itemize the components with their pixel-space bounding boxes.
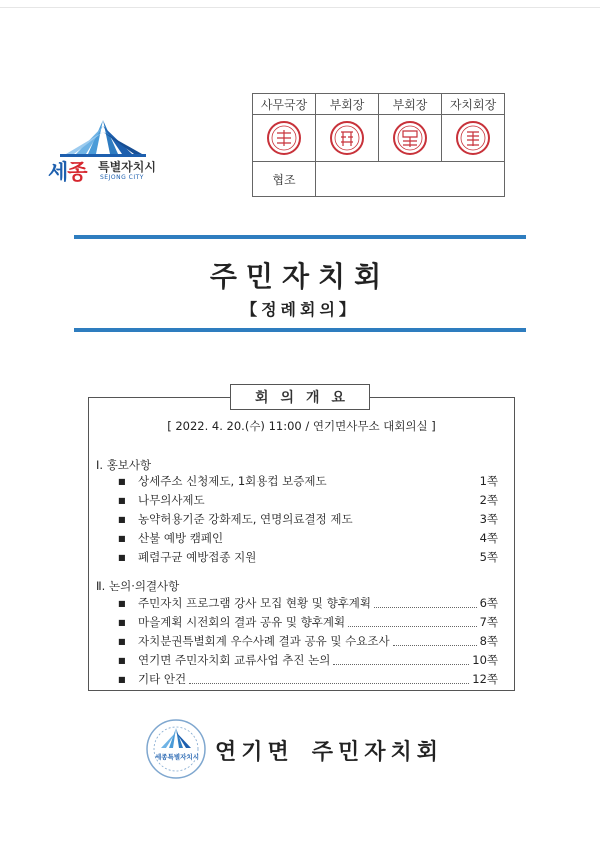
page-number: 7쪽 <box>479 615 498 629</box>
list-item: ■ 폐렴구균 예방접종 지원 5쪽 <box>118 550 498 564</box>
page-number: 5쪽 <box>479 550 498 564</box>
approval-coop-field <box>316 162 505 197</box>
title-top-rule <box>74 235 526 239</box>
page-number: 10쪽 <box>472 653 498 667</box>
document-subtitle: 【정례회의】 <box>241 300 359 319</box>
approval-seal-cell-2 <box>316 115 379 162</box>
footer-organization <box>215 735 443 766</box>
list-item: ■ 연기면 주민자치회 교류사업 추진 논의 10쪽 <box>118 653 498 667</box>
sejong-emblem-icon <box>58 118 148 160</box>
approval-coop-label: 협조 <box>253 162 316 197</box>
list-item: ■ 상세주소 신청제도, 1회용컵 보증제도 1쪽 <box>118 474 498 488</box>
logo-english: SEJONG CITY <box>100 174 144 181</box>
approval-seal-cell-3 <box>379 115 442 162</box>
approval-header-3: 부회장 <box>379 94 442 115</box>
page-number: 6쪽 <box>479 596 498 610</box>
page-number: 3쪽 <box>479 512 498 526</box>
sejong-seal-icon <box>145 718 207 780</box>
list-item: ■ 농약허용기준 강화제도, 연명의료결정 제도 3쪽 <box>118 512 498 526</box>
page-number: 1쪽 <box>479 474 498 488</box>
approval-seal-cell-4 <box>442 115 505 162</box>
section-title: Ⅰ. 홍보사항 <box>96 458 152 472</box>
footer-org-right: 주민자치회 <box>311 740 444 765</box>
list-item: ■ 주민자치 프로그램 강사 모집 현황 및 향후계획 6쪽 <box>118 596 498 610</box>
page-number: 4쪽 <box>479 531 498 545</box>
approval-table <box>252 93 505 197</box>
seal-stamp-icon <box>266 120 302 156</box>
top-edge-line <box>0 7 600 8</box>
footer-logo-text: 세종특별자치시 <box>155 753 199 761</box>
approval-header-2: 부회장 <box>316 94 379 115</box>
list-item: ■ 마을계획 시전회의 결과 공유 및 향후계획 7쪽 <box>118 615 498 629</box>
page-number: 12쪽 <box>472 672 498 686</box>
list-item: ■ 기타 안건 12쪽 <box>118 672 498 686</box>
seal-stamp-icon <box>455 120 491 156</box>
footer-org-left: 연기면 <box>215 740 294 765</box>
approval-seal-cell-1 <box>253 115 316 162</box>
footer-seal-logo <box>145 718 207 780</box>
page-number: 8쪽 <box>479 634 498 648</box>
approval-header-1: 사무국장 <box>253 94 316 115</box>
title-bottom-rule <box>74 328 526 332</box>
list-item: ■ 산불 예방 캠페인 4쪽 <box>118 531 498 545</box>
logo-subtitle: 특별자치시 <box>98 160 156 174</box>
logo-wordmark: 세종 <box>48 160 87 184</box>
document-title: 주민자치회 <box>209 260 391 293</box>
list-item: ■ 나무의사제도 2쪽 <box>118 493 498 507</box>
seal-stamp-icon <box>329 120 365 156</box>
sejong-logo <box>48 118 188 188</box>
list-item: ■ 자치분권특별회계 우수사례 결과 공유 및 수요조사 8쪽 <box>118 634 498 648</box>
approval-header-4: 자치회장 <box>442 94 505 115</box>
seal-stamp-icon <box>392 120 428 156</box>
page-number: 2쪽 <box>479 493 498 507</box>
meeting-datetime: [ 2022. 4. 20.(수) 11:00 / 연기면사무소 대회의실 ] <box>167 419 436 433</box>
overview-label: 회의개요 <box>230 384 370 410</box>
section-title: Ⅱ. 논의·의결사항 <box>96 579 180 593</box>
